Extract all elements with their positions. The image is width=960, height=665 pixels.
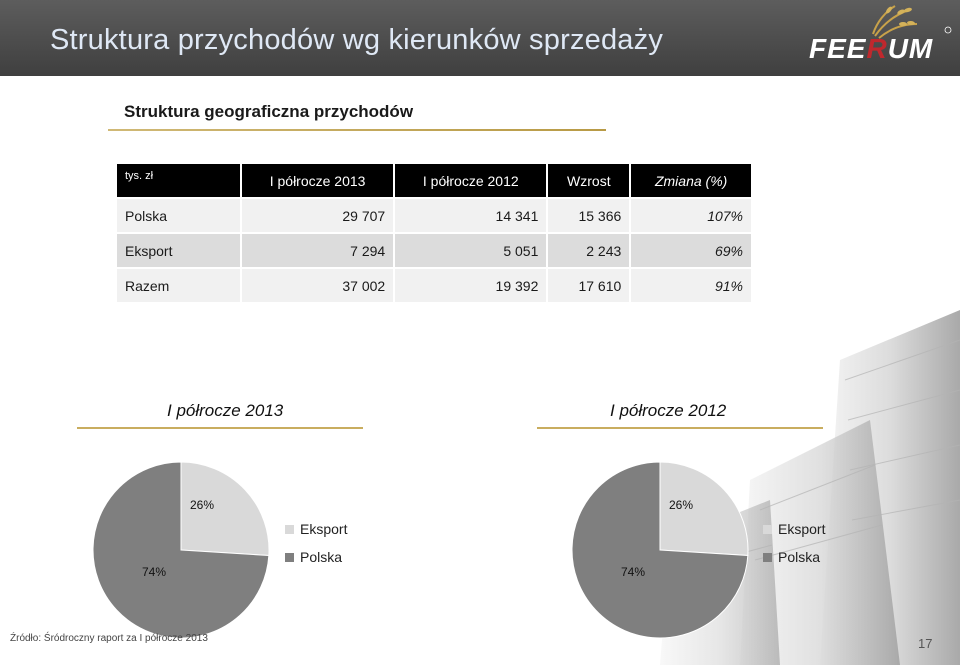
table-header-row bbox=[116, 163, 752, 198]
pie-legend-2012 bbox=[763, 515, 825, 571]
table-cell: 107% bbox=[630, 198, 752, 233]
legend-item bbox=[763, 515, 825, 543]
source-note: Źródło: Śródroczny raport za I półrocze 2013 bbox=[10, 633, 208, 644]
section-title: Struktura geograficzna przychodów bbox=[124, 102, 414, 121]
column-header: Wzrost bbox=[547, 163, 630, 198]
legend-swatch bbox=[285, 553, 294, 562]
table-cell: 19 392 bbox=[394, 268, 547, 303]
pie-data-label: 26% bbox=[190, 498, 215, 512]
unit-label: tys. zł bbox=[116, 163, 241, 198]
table-cell: 5 051 bbox=[394, 233, 547, 268]
table-row bbox=[116, 198, 752, 233]
legend-label: Polska bbox=[300, 549, 343, 565]
svg-text:FEERUM: FEERUM bbox=[809, 33, 934, 64]
pie-legend-2013 bbox=[285, 515, 347, 571]
slide-title: Struktura przychodów wg kierunków sprzedaży bbox=[50, 24, 664, 56]
table-cell: 69% bbox=[630, 233, 752, 268]
pie-chart-2013 bbox=[86, 455, 276, 645]
legend-item bbox=[763, 543, 825, 571]
chart-title-2013: I półrocze 2013 bbox=[167, 401, 284, 420]
table-cell: 7 294 bbox=[241, 233, 394, 268]
table-row bbox=[116, 233, 752, 268]
section-divider bbox=[108, 129, 606, 131]
pie-data-label: 74% bbox=[621, 565, 646, 579]
column-header: I półrocze 2013 bbox=[241, 163, 394, 198]
chart-divider bbox=[537, 427, 823, 429]
pie-data-label: 74% bbox=[142, 565, 167, 579]
legend-swatch bbox=[763, 553, 772, 562]
table-cell: 17 610 bbox=[547, 268, 630, 303]
row-label: Eksport bbox=[116, 233, 241, 268]
table-cell: 15 366 bbox=[547, 198, 630, 233]
table-cell: 37 002 bbox=[241, 268, 394, 303]
table-cell: 91% bbox=[630, 268, 752, 303]
table-cell: 14 341 bbox=[394, 198, 547, 233]
table-cell: 29 707 bbox=[241, 198, 394, 233]
legend-label: Eksport bbox=[300, 521, 348, 537]
revenue-table bbox=[115, 162, 753, 304]
chart-divider bbox=[77, 427, 363, 429]
legend-label: Polska bbox=[778, 549, 821, 565]
header-bar bbox=[0, 0, 960, 76]
table-row bbox=[116, 268, 752, 303]
chart-title-2012: I półrocze 2012 bbox=[610, 401, 727, 420]
legend-item bbox=[285, 543, 347, 571]
legend-item bbox=[285, 515, 347, 543]
column-header: Zmiana (%) bbox=[630, 163, 752, 198]
table-cell: 2 243 bbox=[547, 233, 630, 268]
row-label: Polska bbox=[116, 198, 241, 233]
feerum-logo bbox=[805, 4, 955, 72]
pie-data-label: 26% bbox=[669, 498, 694, 512]
page-number: 17 bbox=[918, 636, 933, 651]
row-label: Razem bbox=[116, 268, 241, 303]
legend-label: Eksport bbox=[778, 521, 826, 537]
legend-swatch bbox=[285, 525, 294, 534]
legend-swatch bbox=[763, 525, 772, 534]
column-header: I półrocze 2012 bbox=[394, 163, 547, 198]
pie-chart-2012 bbox=[565, 455, 755, 645]
